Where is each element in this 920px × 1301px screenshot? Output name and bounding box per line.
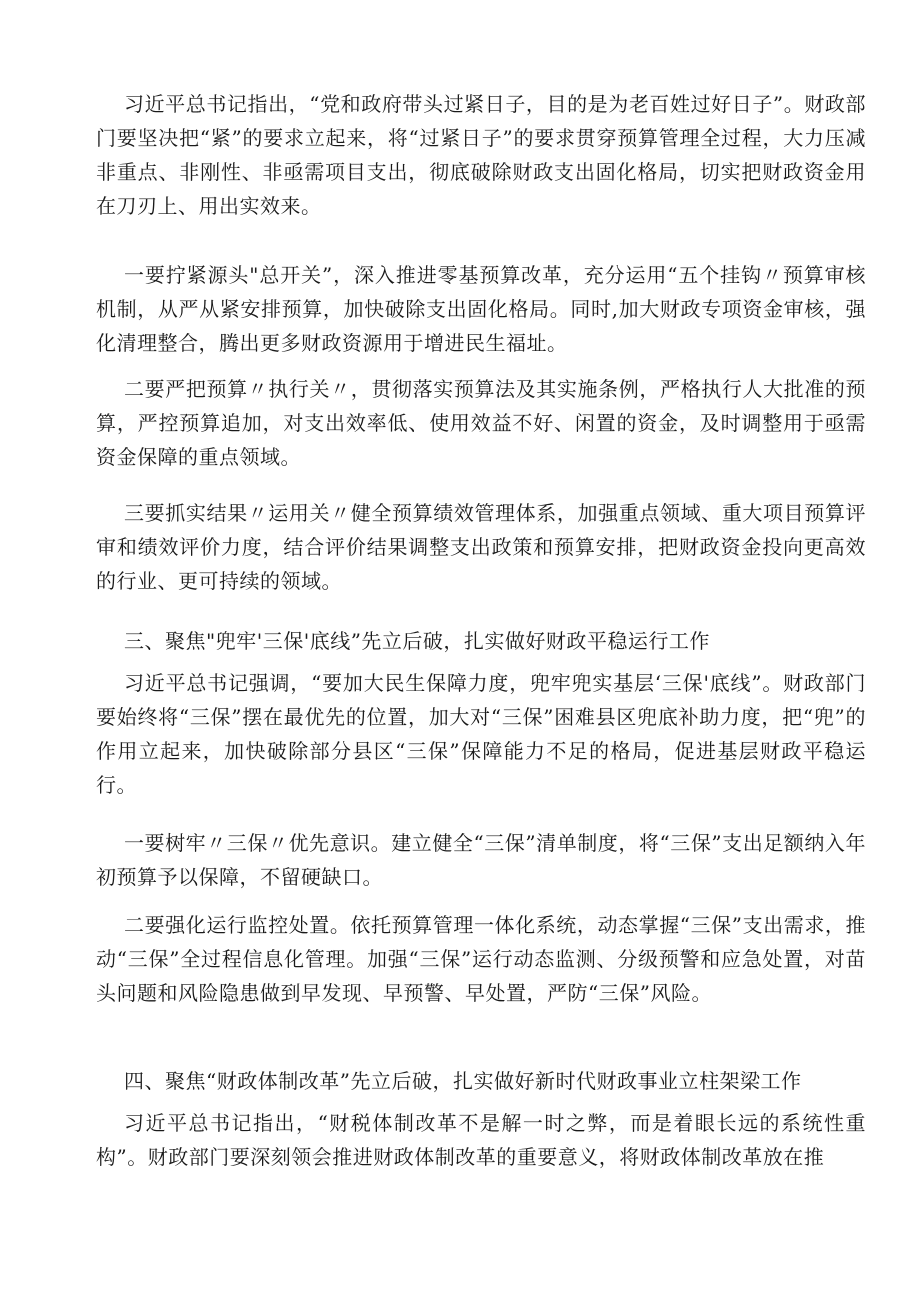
paragraph-section-3-point-2: 二要强化运行监控处置。依托预算管理一体化系统，动态掌握“三保”支出需求，推动“三保”全过程信息化管理。加强“三保”运行动态监测、分级预警和应急处置，对苗头问题和风险隐患做到早发现、早预警、早处置，严防“三保”风险。 — [96, 913, 866, 1005]
paragraph-point-1: 一要拧紧源头"总开关”，深入推进零基预算改革，充分运用“五个挂钩〃预算审核机制，从严从紧安排预算，加快破除支出固化格局。同时,加大财政专项资金审核，强化清理整合，腾出更多财政资源用于增进民生福址。 — [96, 263, 866, 355]
paragraph-section-3-intro: 习近平总书记强调，“要加大民生保障力度，兜牢兜实基层‘三保'底线”。财政部门要始终将“三保”摆在最优先的位置，加大对“三保”困难县区兜底补助力度，把“兜”的作用立起来，加快破除部分县区“三保”保障能力不足的格局，促进基层财政平稳运行。 — [96, 671, 866, 797]
section-heading-3: 三、聚焦"兜牢'三保'底线”先立后破，扎实做好财政平稳运行工作 — [124, 629, 710, 653]
section-heading-4: 四、聚焦“财政体制改革”先立后破，扎实做好新时代财政事业立柱架梁工作 — [124, 1069, 802, 1093]
paragraph-point-2: 二要严把预算〃执行关〃，贯彻落实预算法及其实施条例，严格执行人大批准的预算，严控预算追加，对支出效率低、使用效益不好、闲置的资金，及时调整用于亟需资金保障的重点领域。 — [96, 377, 866, 469]
paragraph-intro: 习近平总书记指出，“党和政府带头过紧日子，目的是为老百姓过好日子”。财政部门要坚决把“紧”的要求立起来，将“过紧日子”的要求贯穿预算管理全过程，大力压减非重点、非刚性、非亟需项目支出，彻底破除财政支出固化格局，切实把财政资金用在刀刃上、用出实效来。 — [96, 92, 866, 218]
paragraph-section-3-point-1: 一要树牢〃三保〃优先意识。建立健全“三保”清单制度，将“三保”支出足额纳入年初预算予以保障，不留硬缺口。 — [96, 831, 866, 889]
paragraph-section-4-intro: 习近平总书记指出，“财税体制改革不是解一时之弊，而是着眼长远的系统性重构”。财政部门要深刻领会推进财政体制改革的重要意义，将财政体制改革放在推 — [96, 1111, 866, 1169]
paragraph-point-3: 三要抓实结果〃运用关〃健全预算绩效管理体系，加强重点领域、重大项目预算评审和绩效评价力度，结合评价结果调整支出政策和预算安排，把财政资金投向更高效的行业、更可持续的领域。 — [96, 501, 866, 593]
